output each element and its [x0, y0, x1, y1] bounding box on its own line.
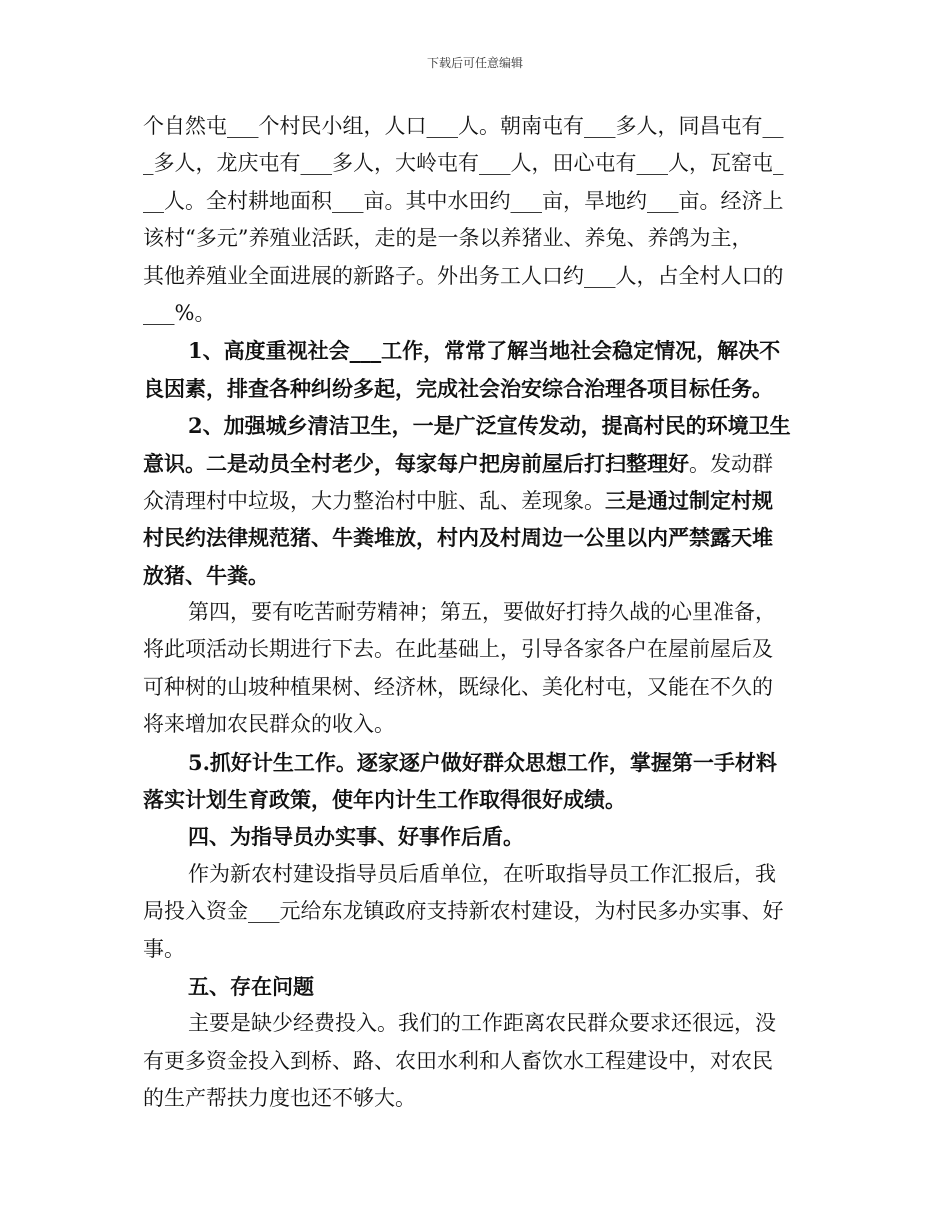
text-segment: 三是通过制定村规	[605, 487, 773, 513]
text-line: 四、为指导员办实事、好事作后盾。	[188, 824, 524, 850]
text-line: 5.抓好计生工作。逐家逐户做好群众思想工作，掌握第一手材料	[188, 749, 777, 775]
text-line: 将此项活动长期进行下去。在此基础上，引导各家各户在屋前屋后及	[143, 637, 773, 662]
text-line: 局投入资金___元给东龙镇政府支持新农村建设，为村民多办实事、好	[143, 899, 784, 924]
text-line: 有更多资金投入到桥、路、农田水利和人畜饮水工程建设中，对农民	[143, 1048, 773, 1073]
text-line: 放猪、牛粪。	[143, 562, 269, 588]
text-line: 其他养殖业全面进展的新路子。外出务工人口约___人，占全村人口的	[143, 263, 784, 288]
text-line: 事。	[143, 936, 185, 961]
text-segment: 。发动群	[689, 451, 773, 476]
text-line: 村民约法律规范猪、牛粪堆放，村内及村周边一公里以内严禁露天堆	[143, 525, 773, 551]
text-line: _多人，龙庆屯有___多人，大岭屯有___人，田心屯有___人，瓦窑屯_	[143, 151, 784, 176]
text-line: __人。全村耕地面积___亩。其中水田约___亩，旱地约___亩。经济上	[143, 188, 784, 213]
text-line	[143, 445, 810, 482]
text-line: 五、存在问题	[188, 973, 314, 999]
page-header: 下载后可任意编辑	[426, 56, 523, 70]
text-line: 作为新农村建设指导员后盾单位，在听取指导员工作汇报后，我	[188, 861, 776, 886]
text-line: 将来增加农民群众的收入。	[143, 712, 395, 737]
text-line: 个自然屯___个村民小组，人口___人。朝南屯有___多人，同昌屯有__	[143, 114, 784, 138]
text-line: 良因素，排查各种纠纷多起，完成社会治安综合治理各项目标任务。	[143, 375, 773, 401]
text-line: 落实计划生育政策，使年内计生工作取得很好成绩。	[143, 787, 626, 813]
document-body	[143, 108, 810, 1118]
text-line: 可种树的山坡种植果树、经济林，既绿化、美化村屯，又能在不久的	[143, 674, 773, 699]
text-line: 2、加强城乡清洁卫生，一是广泛宣传发动，提高村民的环境卫生	[188, 413, 791, 439]
text-line: 该村“多元”养殖业活跃，走的是一条以养猪业、养兔、养鸽为主，	[143, 226, 753, 251]
text-line	[143, 482, 810, 519]
text-segment: 意识。二是动员全村老少，每家每户把房前屋后打扫整理好	[143, 450, 689, 476]
text-line: ___%。	[143, 300, 216, 325]
text-line: 主要是缺少经费投入。我们的工作距离农民群众要求还很远，没	[188, 1011, 776, 1036]
text-line: 第四，要有吃苦耐劳精神；第五，要做好打持久战的心里准备，	[188, 600, 776, 625]
text-segment: 众清理村中垃圾，大力整治村中脏、乱、差现象。	[143, 488, 605, 513]
text-line: 1、高度重视社会___工作，常常了解当地社会稳定情况，解决不	[188, 338, 781, 364]
text-line: 的生产帮扶力度也还不够大。	[143, 1086, 416, 1111]
